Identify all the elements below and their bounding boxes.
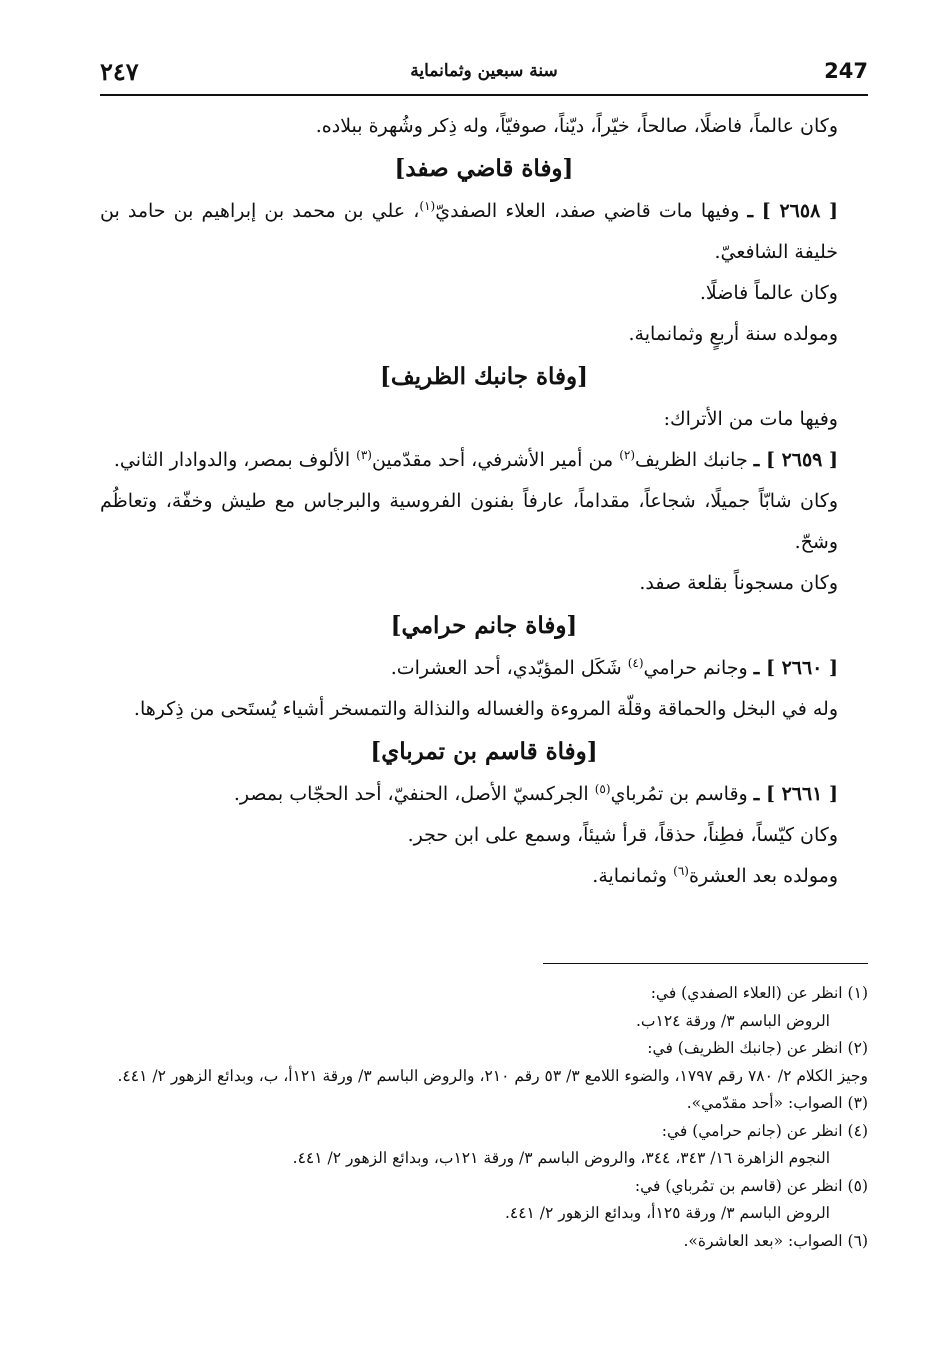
entry-text: وفيها مات قاضي صفد، العلاء الصفديّ <box>435 200 740 222</box>
footnote-5 <box>100 1173 868 1201</box>
footnotes <box>100 980 868 1255</box>
footnote-text: الصواب: «بعد العاشرة». <box>683 1231 843 1250</box>
footnote-text: الصواب: «أحد مقدّمي». <box>686 1094 843 1112</box>
paragraph: وكان عالماً فاضلًا. <box>699 282 838 304</box>
entry-text: الجركسيّ الأصل، الحنفيّ، أحد الحجّاب بمصر. <box>233 783 595 805</box>
footnote-ref: (١) <box>419 199 436 213</box>
entry-text: الألوف بمصر، والدوادار الثاني. <box>113 449 357 471</box>
footnote-text: انظر عن (العلاء الصفدي) في: <box>650 984 843 1002</box>
footnote-ref: (٥) <box>594 782 611 796</box>
running-title: سنة سبعين وثمانماية <box>410 61 558 81</box>
footnote-6 <box>100 1228 868 1256</box>
entry-text: وثمانماية. <box>592 865 674 887</box>
page-number-latin: 247 <box>824 59 868 83</box>
footnote-label: (٢) <box>847 1039 868 1057</box>
header-rule <box>100 94 868 96</box>
entry-text: وجانم حرامي <box>643 657 748 679</box>
entry-text: وقاسم بن تمُرباي <box>610 783 748 805</box>
footnote-text: انظر عن (قاسم بن تمُرباي) في: <box>634 1176 843 1195</box>
entry-2660 <box>100 648 868 689</box>
paragraph: وكان شابّاً جميلًا، شجاعاً، مقداماً، عارفاً بفنون الفروسية والبرجاس مع طيش وخفّة، وتعاظُم وشحّ. <box>100 490 838 553</box>
footnote-source: وجيز الكلام ٢/ ٧٨٠ رقم ١٧٩٧، والضوء اللامع ٣/ ٥٣ رقم ٢١٠، والروض الباسم ٣/ ورقة ١٢١أ، ب، وبدائع الزهور ٢/ ٤٤١. <box>117 1066 868 1085</box>
footnote-label: (٥) <box>847 1176 868 1195</box>
footnote-4 <box>100 1118 868 1146</box>
footnote-source: النجوم الزاهرة ١٦/ ٣٤٣، ٣٤٤، والروض الباسم ٣/ ورقة ١٢١ب، وبدائع الزهور ٢/ ٤٤١. <box>292 1149 830 1167</box>
footnote-text: انظر عن (جانم حرامي) في: <box>661 1121 843 1140</box>
footnote-ref: (٢) <box>619 448 636 462</box>
footnote-label: (٤) <box>847 1121 868 1140</box>
footnote-text: انظر عن (جانبك الظريف) في: <box>647 1039 843 1057</box>
entry-text: من أمير الأشرفي، أحد مقدّمين <box>371 449 620 471</box>
entry-number: [ ٢٦٥٩ ] ـ <box>753 449 838 471</box>
footnote-rule <box>543 963 868 964</box>
paragraph: وله في البخل والحماقة وقلّة المروءة والغساله والنذالة والتمسخر أشياء يُستَحى من ذِكرها. <box>133 698 838 720</box>
footnote-ref: (٤) <box>627 656 644 670</box>
entry-number: [ ٢٦٥٨ ] ـ <box>747 200 838 222</box>
page-number-arabic: ٢٤٧ <box>100 57 139 86</box>
footnote-label: (٣) <box>847 1094 868 1112</box>
footnote-ref: (٦) <box>673 864 689 878</box>
main-text <box>100 106 868 897</box>
footnote-1 <box>100 980 868 1008</box>
footnote-source: الروض الباسم ٣/ ورقة ١٢٥أ، وبدائع الزهور ٢/ ٤٤١. <box>504 1204 830 1222</box>
page-header <box>100 55 868 95</box>
entry-text: جانبك الظريف <box>635 449 748 471</box>
entry-2659 <box>100 440 868 481</box>
section-heading: [وفاة جانم حرامي] <box>390 612 578 639</box>
entry-2661 <box>100 774 868 815</box>
paragraph: وكان كيّساً، فطِناً، حذقاً، قرأ شيئاً، وسمع على ابن حجر. <box>407 824 838 846</box>
paragraph: وفيها مات من الأتراك: <box>663 408 838 430</box>
section-heading: [وفاة قاضي صفد] <box>394 155 574 182</box>
entry-text: ، علي بن محمد بن إبراهيم بن حامد بن خليفة الشافعيّ. <box>100 200 838 263</box>
paragraph: ومولده سنة أربعٍ وثمانماية. <box>628 323 838 345</box>
entry-number: [ ٢٦٦٠ ] ـ <box>753 657 838 679</box>
footnote-label: (١) <box>847 984 868 1002</box>
footnote-label: (٦) <box>847 1231 868 1250</box>
paragraph: وكان مسجوناً بقلعة صفد. <box>639 572 838 594</box>
footnote-3 <box>100 1090 868 1118</box>
entry-text: شَكَل المؤيّدي، أحد العشرات. <box>390 657 628 679</box>
entry-number: [ ٢٦٦١ ] ـ <box>753 783 838 805</box>
footnote-ref: (٣) <box>356 448 372 462</box>
paragraph: وكان عالماً، فاضلًا، صالحاً، خيّراً، ديّناً، صوفيّاً، وله ذِكر وشُهرة ببلاده. <box>315 115 838 137</box>
section-heading: [وفاة قاسم بن تمرباي] <box>370 738 598 765</box>
entry-2658 <box>100 191 868 273</box>
entry-text: ومولده بعد العشرة <box>688 865 838 887</box>
footnote-source: الروض الباسم ٣/ ورقة ١٢٤ب. <box>635 1011 830 1030</box>
paragraph <box>100 856 868 897</box>
footnote-2 <box>100 1035 868 1063</box>
section-heading: [وفاة جانبك الظريف] <box>379 363 589 390</box>
